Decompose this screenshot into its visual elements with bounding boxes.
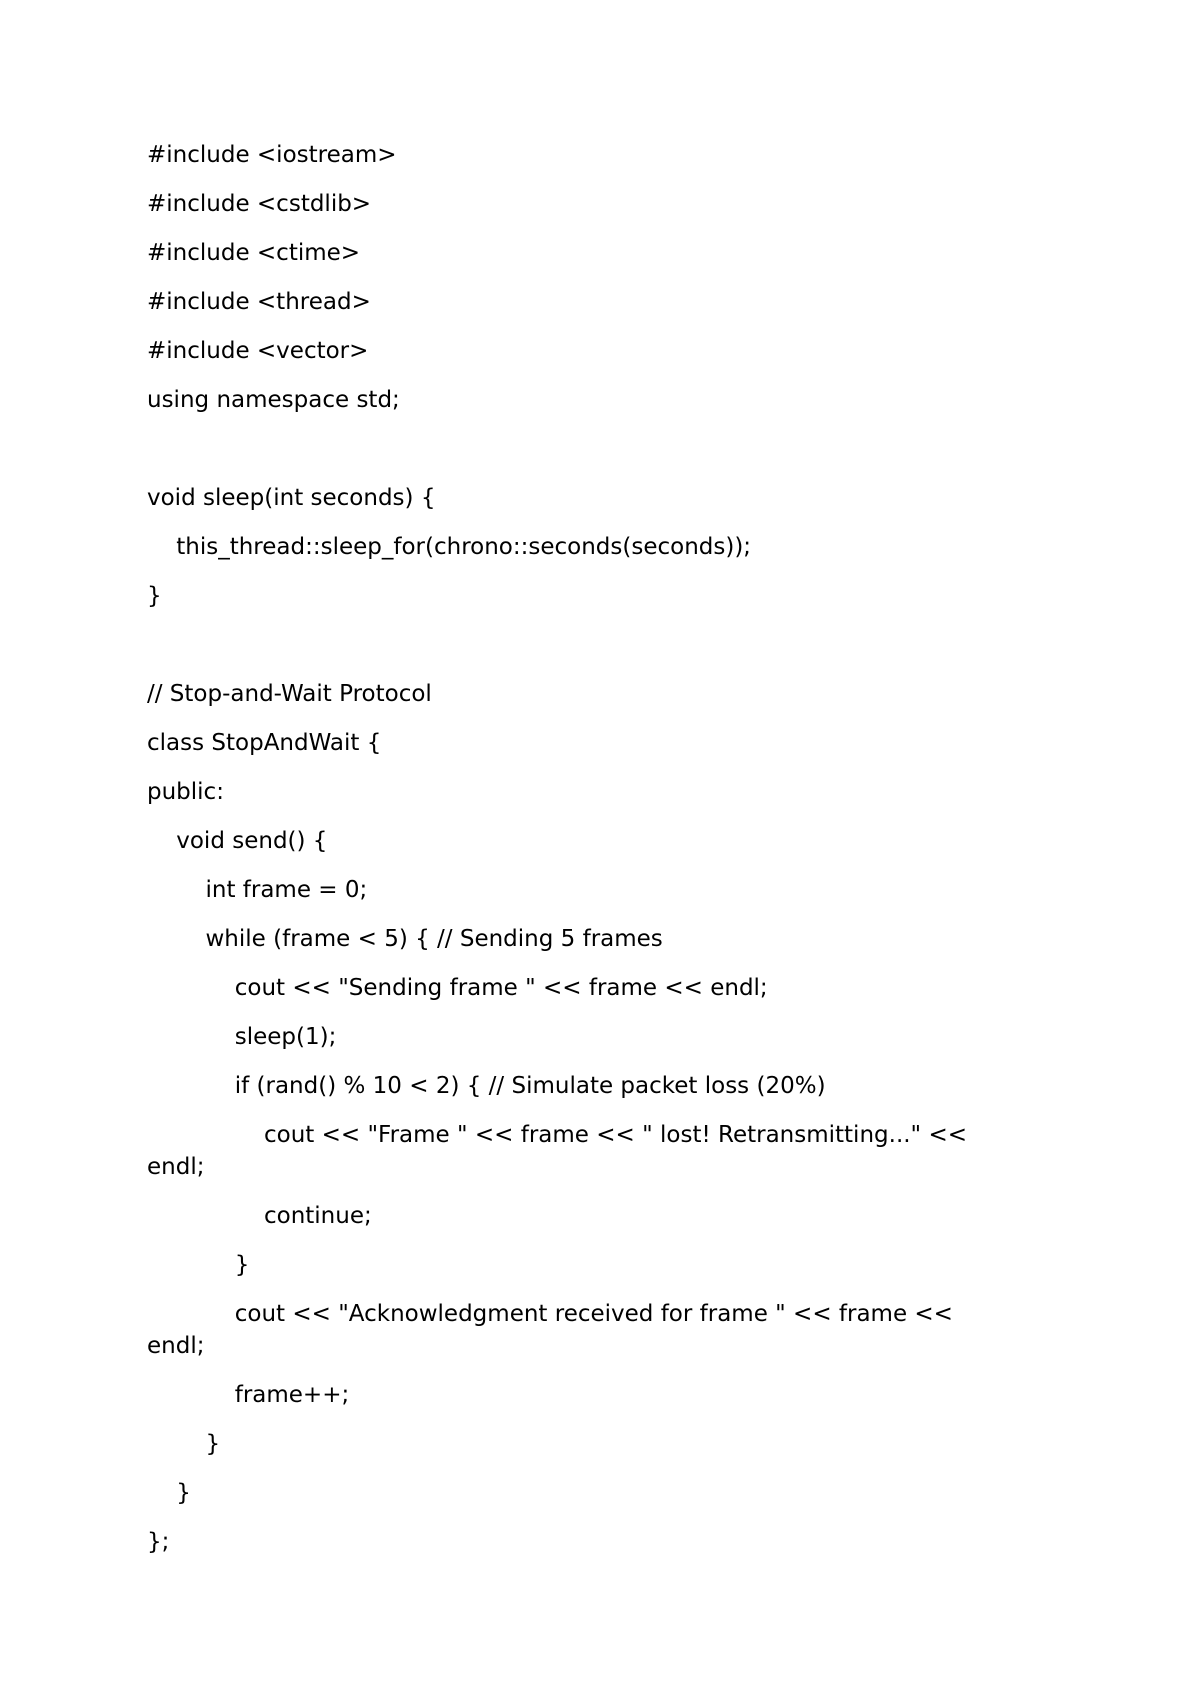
code-line: };	[147, 1529, 170, 1555]
code-listing	[147, 140, 1047, 1576]
code-comment: // Stop-and-Wait Protocol	[147, 681, 432, 707]
code-line: #include <ctime>	[147, 240, 361, 266]
code-line: cout << "Frame " << frame << " lost! Retransmitting..." <<	[147, 1122, 967, 1148]
code-line-continuation: endl;	[147, 1333, 205, 1359]
code-line: int frame = 0;	[147, 877, 368, 903]
blank-line	[147, 630, 1047, 679]
code-line: #include <cstdlib>	[147, 191, 372, 217]
code-line: }	[147, 1480, 191, 1506]
code-line: cout << "Sending frame " << frame << endl;	[147, 975, 768, 1001]
code-line: cout << "Acknowledgment received for frame " << frame <<	[147, 1301, 953, 1327]
code-line: }	[147, 1431, 221, 1457]
code-line: continue;	[147, 1203, 372, 1229]
code-line: while (frame < 5) { // Sending 5 frames	[147, 926, 663, 952]
code-line: }	[147, 1252, 250, 1278]
code-line-continuation: endl;	[147, 1154, 205, 1180]
code-line: class StopAndWait {	[147, 730, 382, 756]
code-line: if (rand() % 10 < 2) { // Simulate packet loss (20%)	[147, 1073, 826, 1099]
code-line: #include <thread>	[147, 289, 371, 315]
blank-line	[147, 434, 1047, 483]
code-line: frame++;	[147, 1382, 350, 1408]
code-line: void send() {	[147, 828, 328, 854]
code-line: this_thread::sleep_for(chrono::seconds(seconds));	[147, 534, 752, 560]
code-line: }	[147, 583, 162, 609]
code-line: public:	[147, 779, 224, 805]
code-line: #include <iostream>	[147, 142, 397, 168]
code-line: sleep(1);	[147, 1024, 337, 1050]
code-line: #include <vector>	[147, 338, 369, 364]
code-line: using namespace std;	[147, 387, 400, 413]
code-line: void sleep(int seconds) {	[147, 485, 436, 511]
